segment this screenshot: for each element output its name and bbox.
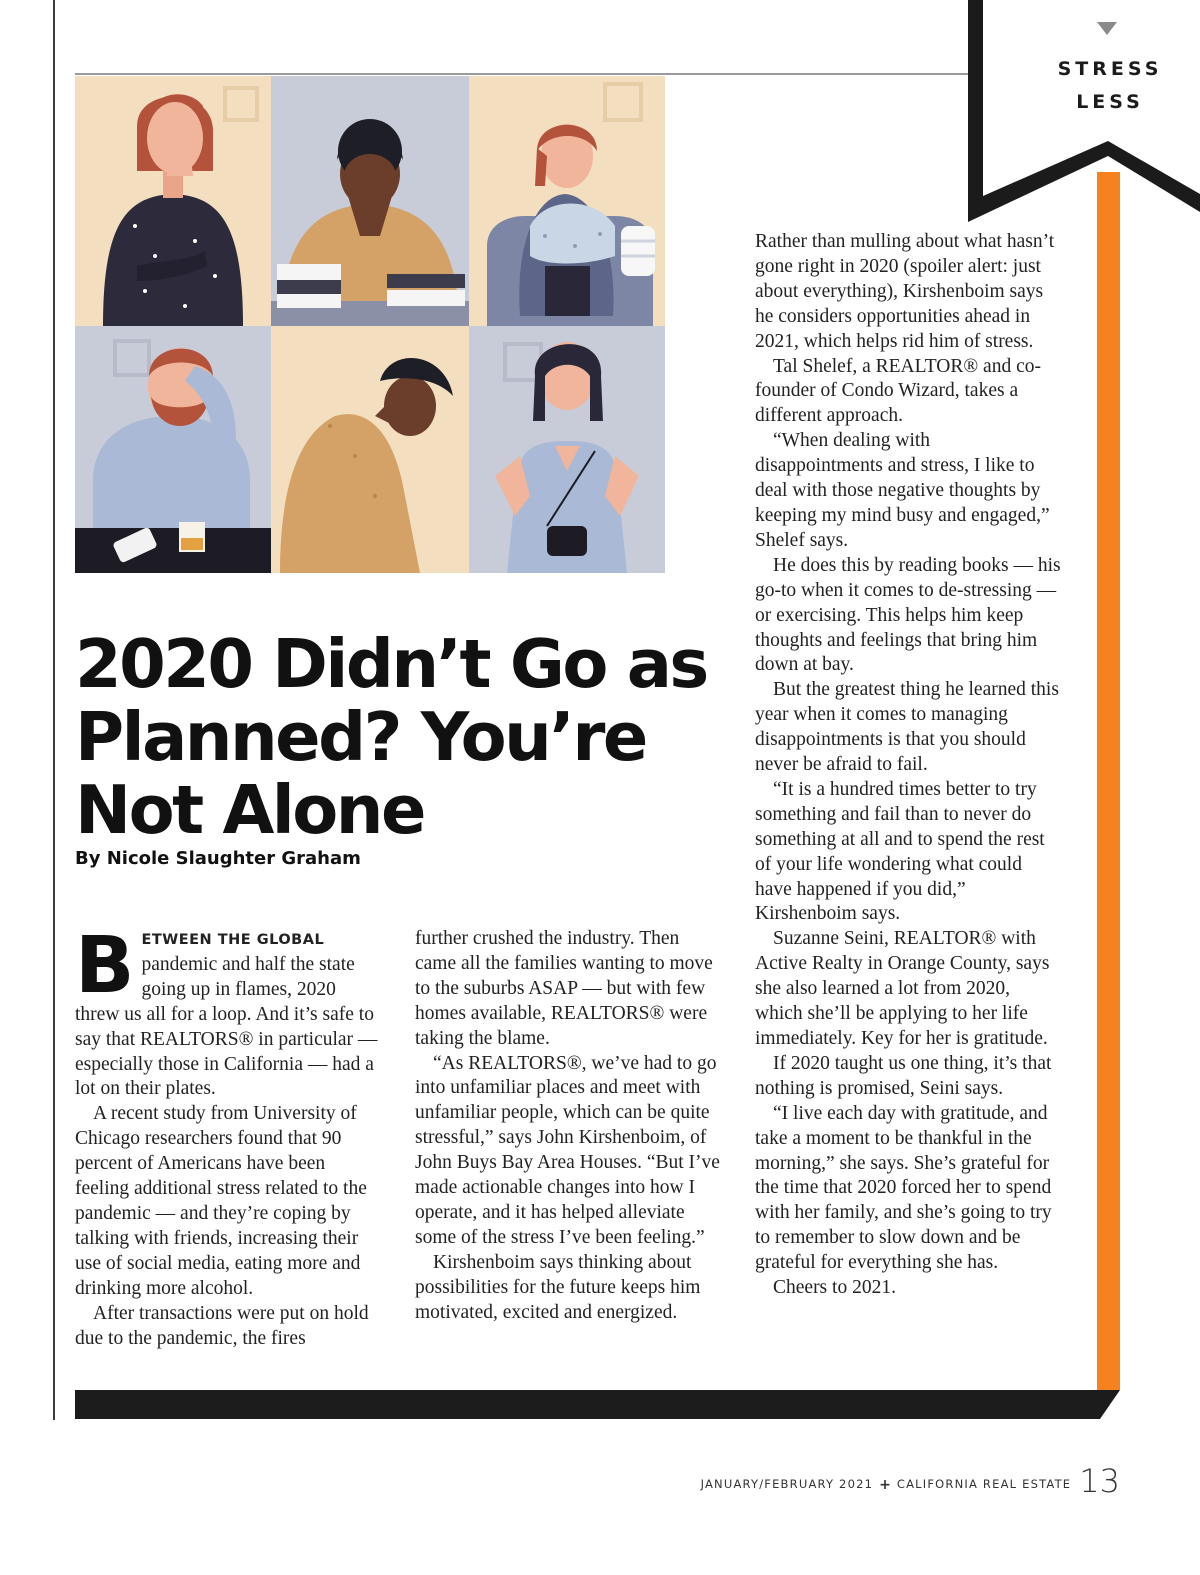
article-column-2 [415, 927, 720, 1326]
article-paragraph: “When dealing with disappointments and stress, I like to deal with those negative thoughts by keeping my mind busy and engaged,” Shelef says. [755, 430, 1050, 551]
article-paragraph [75, 921, 383, 1102]
issue-date: JANUARY/FEBRUARY 2021 [700, 1477, 874, 1491]
bottom-decorative-bar [75, 1390, 1120, 1419]
publication-name: CALIFORNIA REAL ESTATE [896, 1477, 1072, 1491]
left-margin-rule [53, 0, 55, 1420]
article-paragraph: He does this by reading books — his go-to when it comes to de-stressing — or exercising. This helps him keep thoughts and feelings that bring him down at bay. [755, 554, 1061, 676]
plus-separator-icon: + [879, 1477, 891, 1493]
section-label-line2: LESS [1076, 91, 1144, 113]
article-headline: 2020 Didn’t Go as Planned? You’re Not Alone [75, 625, 707, 849]
article-paragraph: A recent study from University of Chicago researchers found that 90 percent of Americans have been feeling additional stress related to the pandemic — and they’re coping by talking with friends, increasing their use of social media, eating more and drinking more alcohol. [75, 1103, 367, 1299]
lead-in-text: ETWEEN THE GLOBAL [141, 932, 325, 948]
article-paragraph: If 2020 taught us one thing, it’s that nothing is promised, Seini says. [755, 1052, 1052, 1099]
article-paragraph: further crushed the industry. Then came all the families wanting to move to the suburbs ASAP — but with few homes available, REALTORS® were taking the blame. [415, 928, 713, 1049]
article-paragraph: Suzanne Seini, REALTOR® with Active Realty in Orange County, says she also learned a lot from 2020, which she’ll be applying to her life immediately. Key for her is gratitude. [755, 928, 1050, 1049]
article-paragraph: But the greatest thing he learned this year when it comes to managing disappointments is that you should never be afraid to fail. [755, 679, 1059, 776]
top-rule [75, 73, 975, 75]
paragraph-text: pandemic and half the state going up in flames, 2020 threw us all for a loop. And it’s safe to say that REALTORS® in particular — especially those in California — had a lot on their plates. [75, 953, 378, 1100]
article-paragraph: After transactions were put on hold due to the pandemic, the fires [75, 1302, 369, 1349]
section-ribbon [960, 0, 1200, 230]
article-column-3 [755, 230, 1062, 1301]
stressed-people-illustration [75, 76, 665, 573]
article-paragraph: Cheers to 2021. [773, 1277, 896, 1299]
article-paragraph: Rather than mulling about what hasn’t gone right in 2020 (spoiler alert: just about everything), Kirshenboim says he considers opportunities ahead in 2021, which helps rid him of stress. [755, 231, 1055, 352]
article-paragraph: “I live each day with gratitude, and take a moment to be thankful in the morning,” she says. She’s grateful for the time that 2020 forced her to spend with her family, and she’s going to try to remember to slow down and be grateful for everything she has. [755, 1102, 1052, 1274]
article-paragraph: “It is a hundred times better to try something and fail than to never do something at all and to spend the rest of your life wondering what could have happened if you did,” Kirshenboim says. [755, 778, 1045, 925]
article-byline: By Nicole Slaughter Graham [75, 848, 361, 869]
section-label-line1: STRESS [1057, 58, 1163, 80]
article-paragraph: “As REALTORS®, we’ve had to go into unfamiliar places and meet with unfamiliar people, which can be quite stressful,” says John Kirshenboim, of John Buys Bay Area Houses. “But I’ve made actionable changes into how I operate, and it has helped alleviate some of the stress I’ve been feeling.” [415, 1052, 720, 1248]
orange-accent-bar [1097, 172, 1120, 1390]
article-paragraph: Kirshenboim says thinking about possibilities for the future keeps him motivated, excited and energized. [415, 1251, 701, 1323]
drop-cap: B [75, 921, 135, 1011]
article-column-1 [75, 921, 383, 1351]
page-footer [700, 1462, 1120, 1500]
article-paragraph: Tal Shelef, a REALTOR® and co-founder of Condo Wizard, takes a different approach. [755, 355, 1041, 427]
page-number: 13 [1079, 1462, 1120, 1500]
